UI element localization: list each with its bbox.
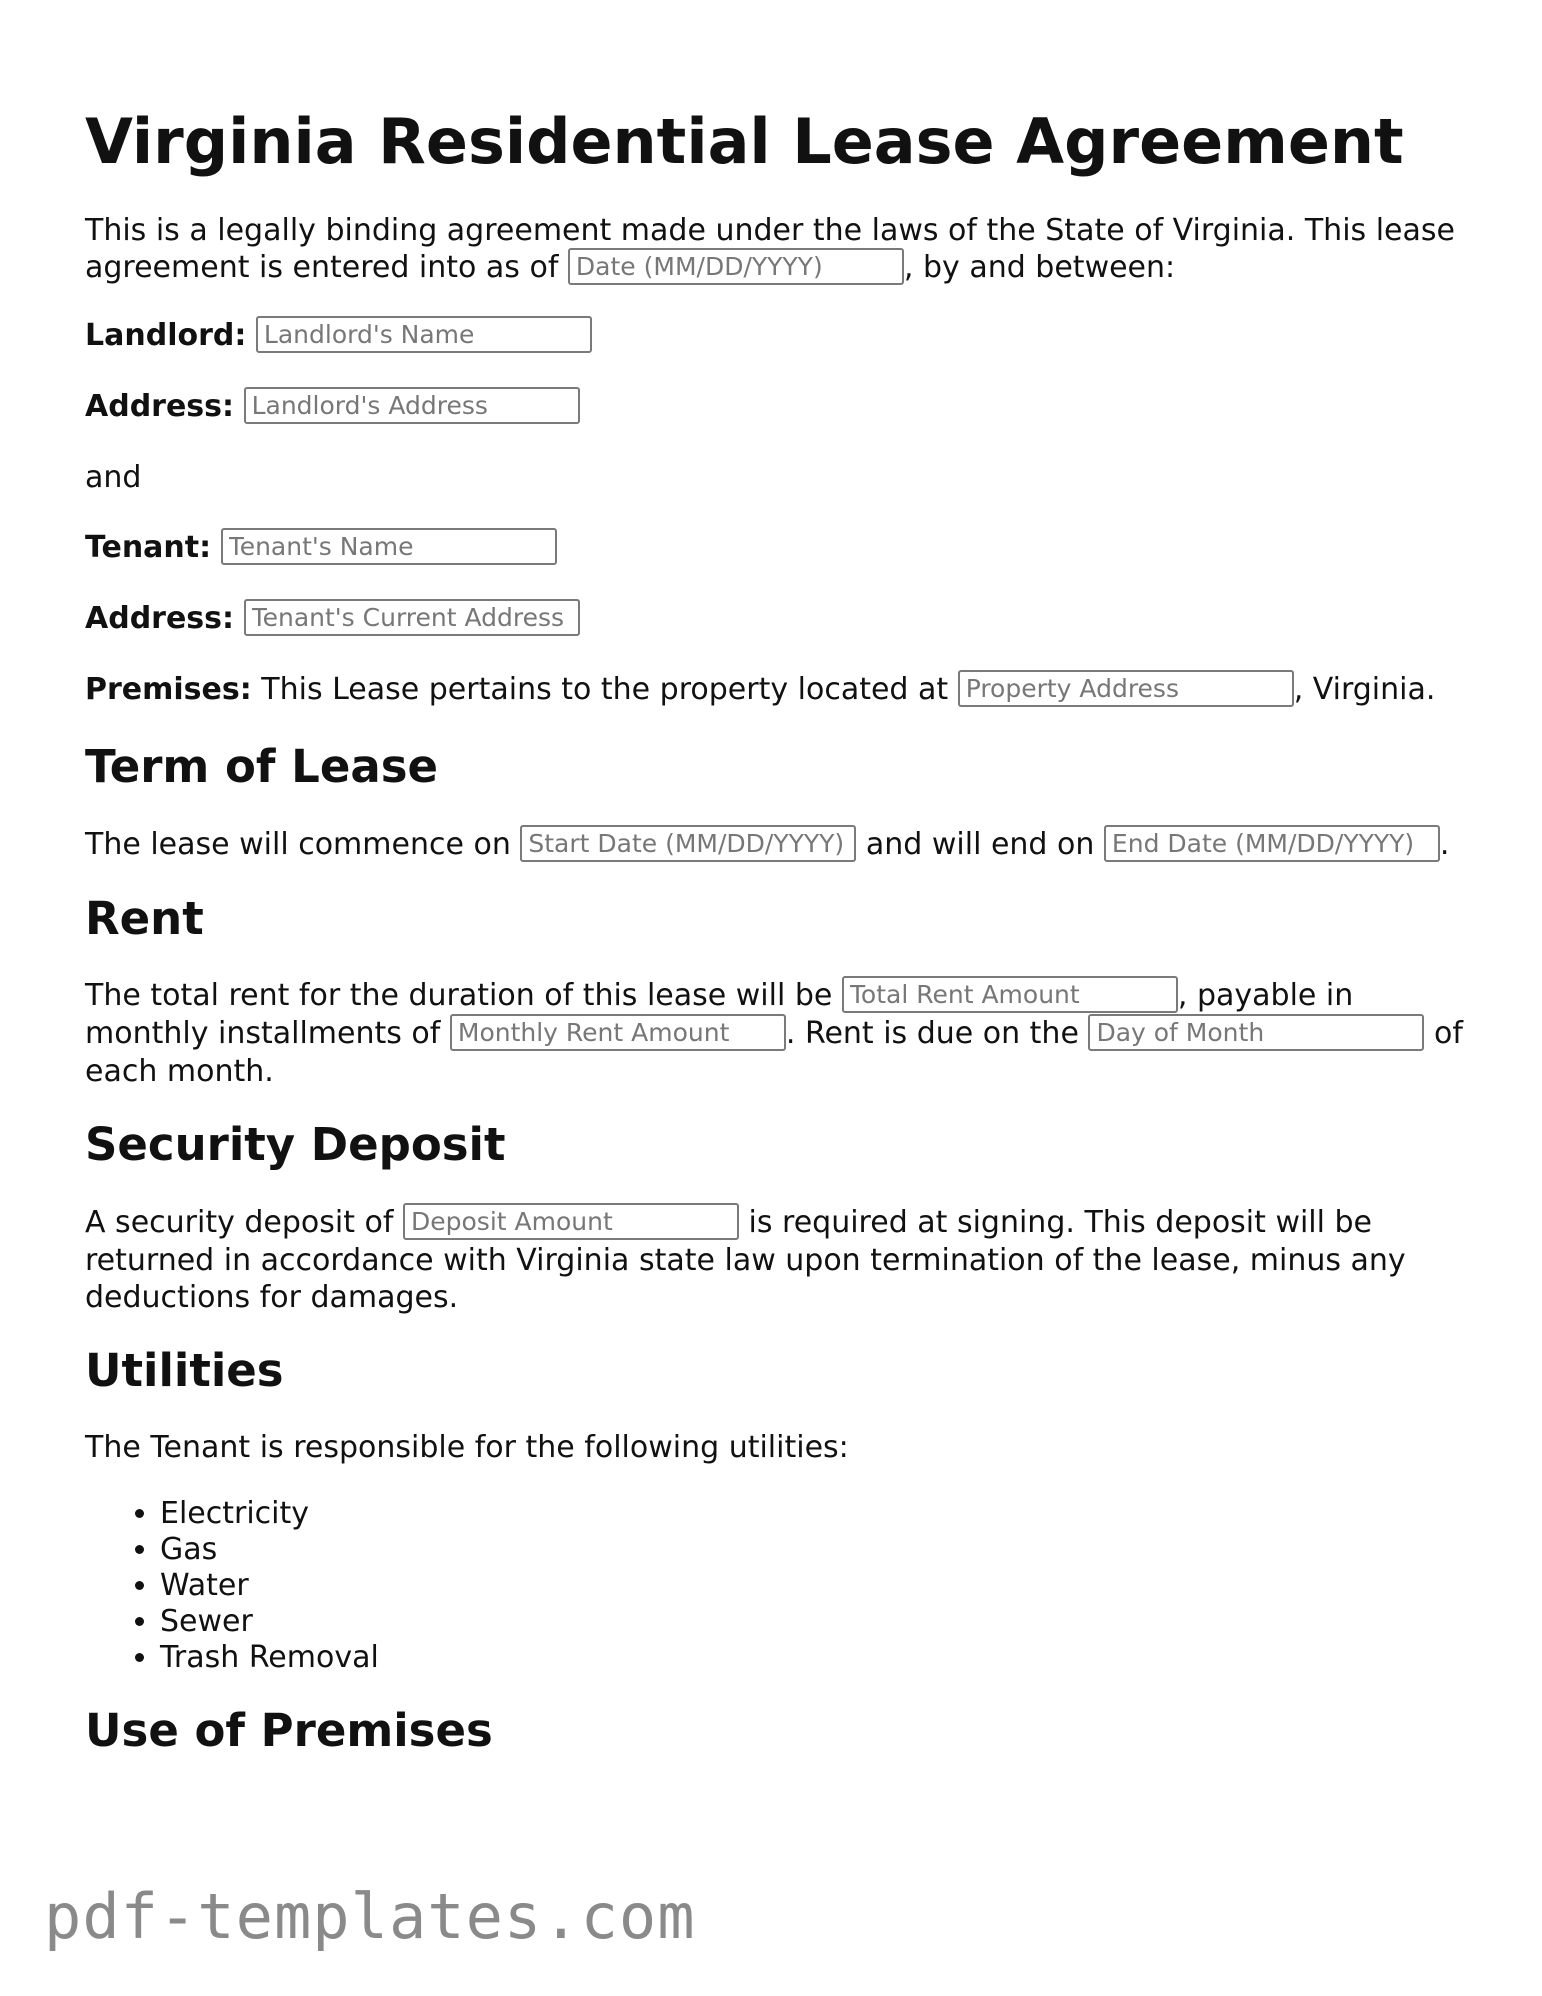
premises-row <box>85 671 1475 709</box>
end-date-input[interactable] <box>1104 825 1440 862</box>
intro-text-after: , by and between: <box>903 250 1176 286</box>
landlord-address-row <box>85 388 1475 426</box>
rent-due-day-input[interactable] <box>1088 1014 1424 1051</box>
agreement-date-input[interactable] <box>568 248 904 285</box>
term-text-before: The lease will commence on <box>85 826 521 862</box>
deposit-paragraph <box>85 1204 1475 1316</box>
rent-paragraph <box>85 977 1475 1090</box>
watermark: pdf-templates.com <box>44 1880 696 1953</box>
use-heading: Use of Premises <box>85 1704 493 1758</box>
utilities-intro: The Tenant is responsible for the following utilities: <box>85 1430 849 1466</box>
premises-label: Premises: <box>85 672 252 708</box>
intro-paragraph <box>85 212 1475 287</box>
list-item: • Water <box>160 1568 1475 1604</box>
term-heading: Term of Lease <box>85 740 439 794</box>
tenant-name-input[interactable] <box>221 528 557 565</box>
utilities-list <box>85 1496 1475 1676</box>
term-paragraph <box>85 826 1475 864</box>
term-text-middle: and will end on <box>856 826 1104 862</box>
list-item: • Trash Removal <box>160 1640 1475 1676</box>
deposit-text-before: A security deposit of <box>85 1204 403 1240</box>
landlord-label: Landlord: <box>85 318 247 354</box>
utilities-heading: Utilities <box>85 1343 284 1397</box>
total-rent-input[interactable] <box>842 976 1178 1013</box>
tenant-address-row <box>85 600 1475 638</box>
rent-text-1: The total rent for the duration of this lease will be <box>85 978 842 1014</box>
deposit-text-after: is required at signing. This deposit will be returned in accordance with Virginia state law upon termination of the lease, minus any deductions for damages. <box>85 1204 1406 1315</box>
tenant-name-row <box>85 529 1475 567</box>
monthly-rent-input[interactable] <box>450 1014 786 1051</box>
term-text-after: . <box>1439 826 1450 862</box>
rent-text-3: . Rent is due on the <box>785 1016 1089 1052</box>
property-address-input[interactable] <box>958 670 1294 707</box>
intro-text-before: This is a legally binding agreement made under the laws of the State of Virginia. This lease agreement is entered into as of <box>85 213 1455 286</box>
deposit-amount-input[interactable] <box>403 1203 739 1240</box>
lease-document <box>85 90 1475 1790</box>
list-item: • Gas <box>160 1532 1475 1568</box>
landlord-name-row <box>85 317 1475 355</box>
landlord-address-input[interactable] <box>244 387 580 424</box>
rent-text-4: of each month. <box>85 1016 1463 1090</box>
page-title: Virginia Residential Lease Agreement <box>85 105 1404 178</box>
tenant-address-input[interactable] <box>244 599 580 636</box>
list-item: • Electricity <box>160 1496 1475 1532</box>
premises-text-before: This Lease pertains to the property located at <box>251 672 958 708</box>
landlord-address-label: Address: <box>85 389 235 425</box>
and-text: and <box>85 460 142 496</box>
landlord-name-input[interactable] <box>256 316 592 353</box>
rent-heading: Rent <box>85 891 204 945</box>
list-item: • Sewer <box>160 1604 1475 1640</box>
tenant-label: Tenant: <box>85 530 212 566</box>
rent-text-2: , payable in monthly installments of <box>85 978 1354 1052</box>
premises-text-after: , Virginia. <box>1293 672 1436 708</box>
start-date-input[interactable] <box>520 825 856 862</box>
tenant-address-label: Address: <box>85 601 235 637</box>
deposit-heading: Security Deposit <box>85 1118 506 1172</box>
